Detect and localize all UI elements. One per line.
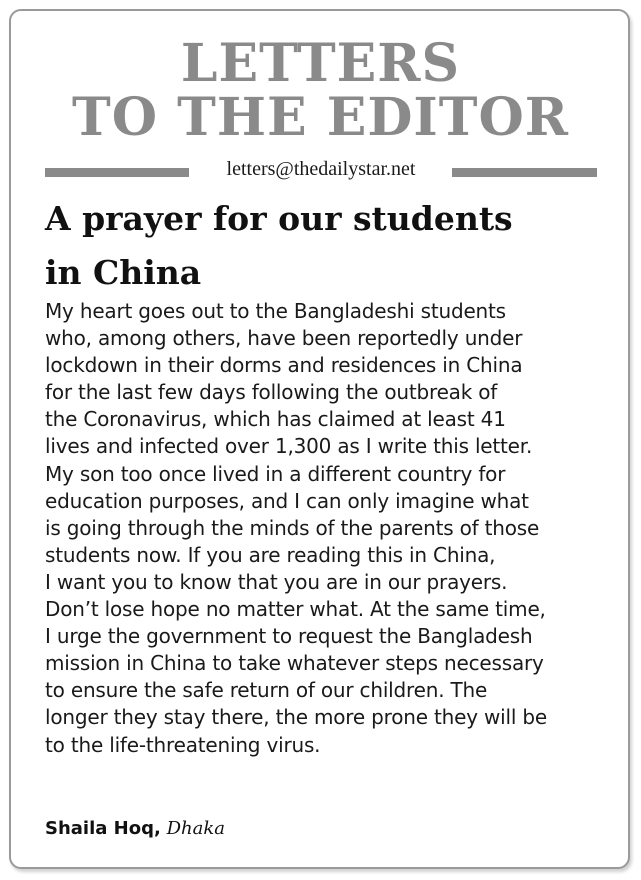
body-line: My son too once lived in a different country for <box>45 461 506 486</box>
letter-headline <box>45 192 605 300</box>
body-line: mission in China to take whatever steps necessary <box>45 651 544 676</box>
body-line: students now. If you are reading this in China, <box>45 542 496 567</box>
body-line: education purposes, and I can only imagine what <box>45 488 529 513</box>
divider-rule-right <box>452 168 597 177</box>
body-line: lives and infected over 1,300 as I write this letter. <box>45 434 533 459</box>
masthead-title-line2: TO THE EDITOR <box>72 87 569 148</box>
signature <box>45 818 225 839</box>
body-line: longer they stay there, the more prone they will be <box>45 705 547 730</box>
body-line: lockdown in their dorms and residences in China <box>45 353 523 378</box>
letter-body <box>45 298 605 759</box>
divider-rule-left <box>45 168 189 177</box>
headline-line-2: in China <box>45 253 202 292</box>
body-line: Don’t lose hope no matter what. At the same time, <box>45 597 546 622</box>
body-line: the Coronavirus, which has claimed at least 41 <box>45 407 506 432</box>
body-line: for the last few days following the outbreak of <box>45 380 498 405</box>
headline-line-1: A prayer for our students <box>45 199 513 238</box>
body-line: who, among others, have been reportedly under <box>45 326 523 351</box>
author-location: Dhaka <box>166 818 225 839</box>
body-line: to ensure the safe return of our children. The <box>45 678 488 703</box>
body-line: I want you to know that you are in our prayers. <box>45 569 508 594</box>
editor-email: letters@thedailystar.net <box>226 158 416 180</box>
body-line: is going through the minds of the parents of those <box>45 515 540 540</box>
body-line: My heart goes out to the Bangladeshi students <box>45 299 506 323</box>
masthead-title-line1: LETTERS <box>180 33 461 94</box>
body-line: to the life-threatening virus. <box>45 732 321 757</box>
author-name: Shaila Hoq, <box>45 818 161 839</box>
body-line: I urge the government to request the Bangladesh <box>45 624 533 649</box>
